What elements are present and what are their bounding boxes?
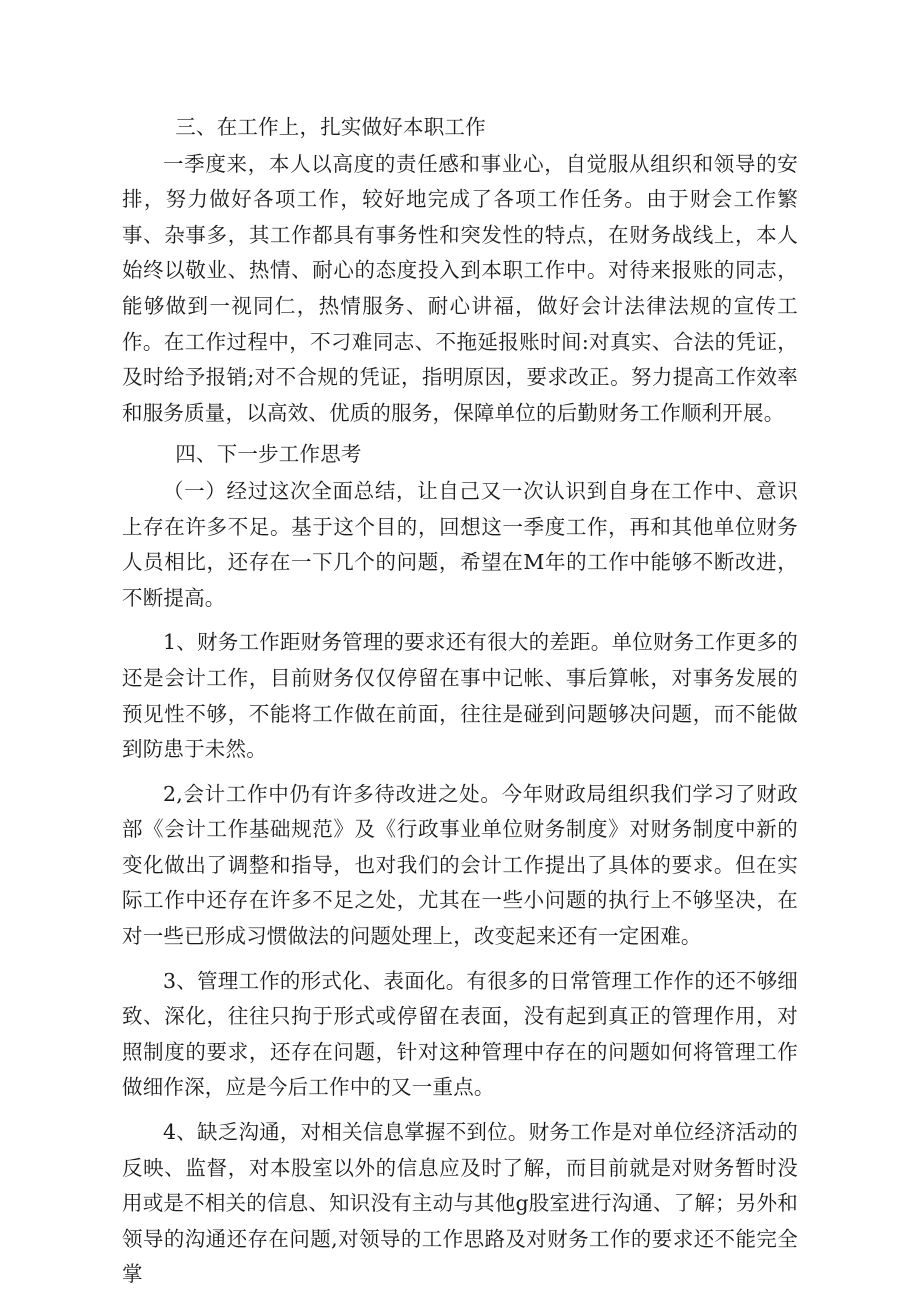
- paragraph-issue-3: 3、管理工作的形式化、表面化。有很多的日常管理工作作的还不够细致、深化，往往只拘于形式或停留在表面，没有起到真正的管理作用，对照制度的要求，还存在问题，针对这种管理中存在的问题如何将管理工作做细作深，应是今后工作中的又一重点。: [122, 968, 798, 1100]
- paragraph-work-duties: 一季度来，本人以高度的责任感和事业心，自觉服从组织和领导的安排，努力做好各项工作，较好地完成了各项工作任务。由于财会工作繁事、杂事多，其工作都具有事务性和突发性的特点，在财务战线上，本人始终以敬业、热情、耐心的态度投入到本职工作中。对待来报账的同志，能够做到一视同仁，热情服务、耐心讲福，做好会计法律法规的宣传工作。在工作过程中，不刁难同志、不拖延报账时间:对真实、合法的凭证，及时给予报销;对不合规的凭证，指明原因，要求改正。努力提高工作效率和服务质量，以高效、优质的服务，保障单位的后勤财务工作顺利开展。: [122, 151, 798, 425]
- paragraph-issue-2: 2,会计工作中仍有许多待改进之处。今年财政局组织我们学习了财政部《会计工作基础规范》及《行政事业单位财务制度》对财务制度中新的变化做出了调整和指导，也对我们的会计工作提出了具体的要求。但在实际工作中还存在许多不足之处，尤其在一些小问题的执行上不够坚决，在对一些已形成习惯做法的问题处理上，改变起来还有一定困难。: [122, 781, 798, 949]
- paragraph-issue-4: 4、缺乏沟通，对相关信息掌握不到位。财务工作是对单位经济活动的反映、监督，对本股室以外的信息应及时了解，而目前就是对财务暂时没用或是不相关的信息、知识没有主动与其他g股室进行沟通、了解；另外和领导的沟通还存在问题,对领导的工作思路及对财务工作的要求还不能完全掌: [122, 1120, 798, 1287]
- section-heading-four: 四、下一步工作思考: [175, 442, 362, 467]
- paragraph-summary-one: （一）经过这次全面总结，让自己又一次认识到自身在工作中、意识上存在许多不足。基于这个目的，回想这一季度工作，再和其他单位财务人员相比，还存在一下几个的问题，希望在M年的工作中能够不断改进，不断提高。: [122, 478, 798, 610]
- paragraph-issue-1: 1、财务工作距财务管理的要求还有很大的差距。单位财务工作更多的还是会计工作，目前财务仅仅停留在事中记帐、事后算帐，对事务发展的预见性不够，不能将工作做在前面，往往是碰到问题够决问题，而不能做到防患于未然。: [122, 630, 798, 762]
- section-heading-three: 三、在工作上，扎实做好本职工作: [175, 115, 486, 139]
- document-body: [122, 110, 798, 1293]
